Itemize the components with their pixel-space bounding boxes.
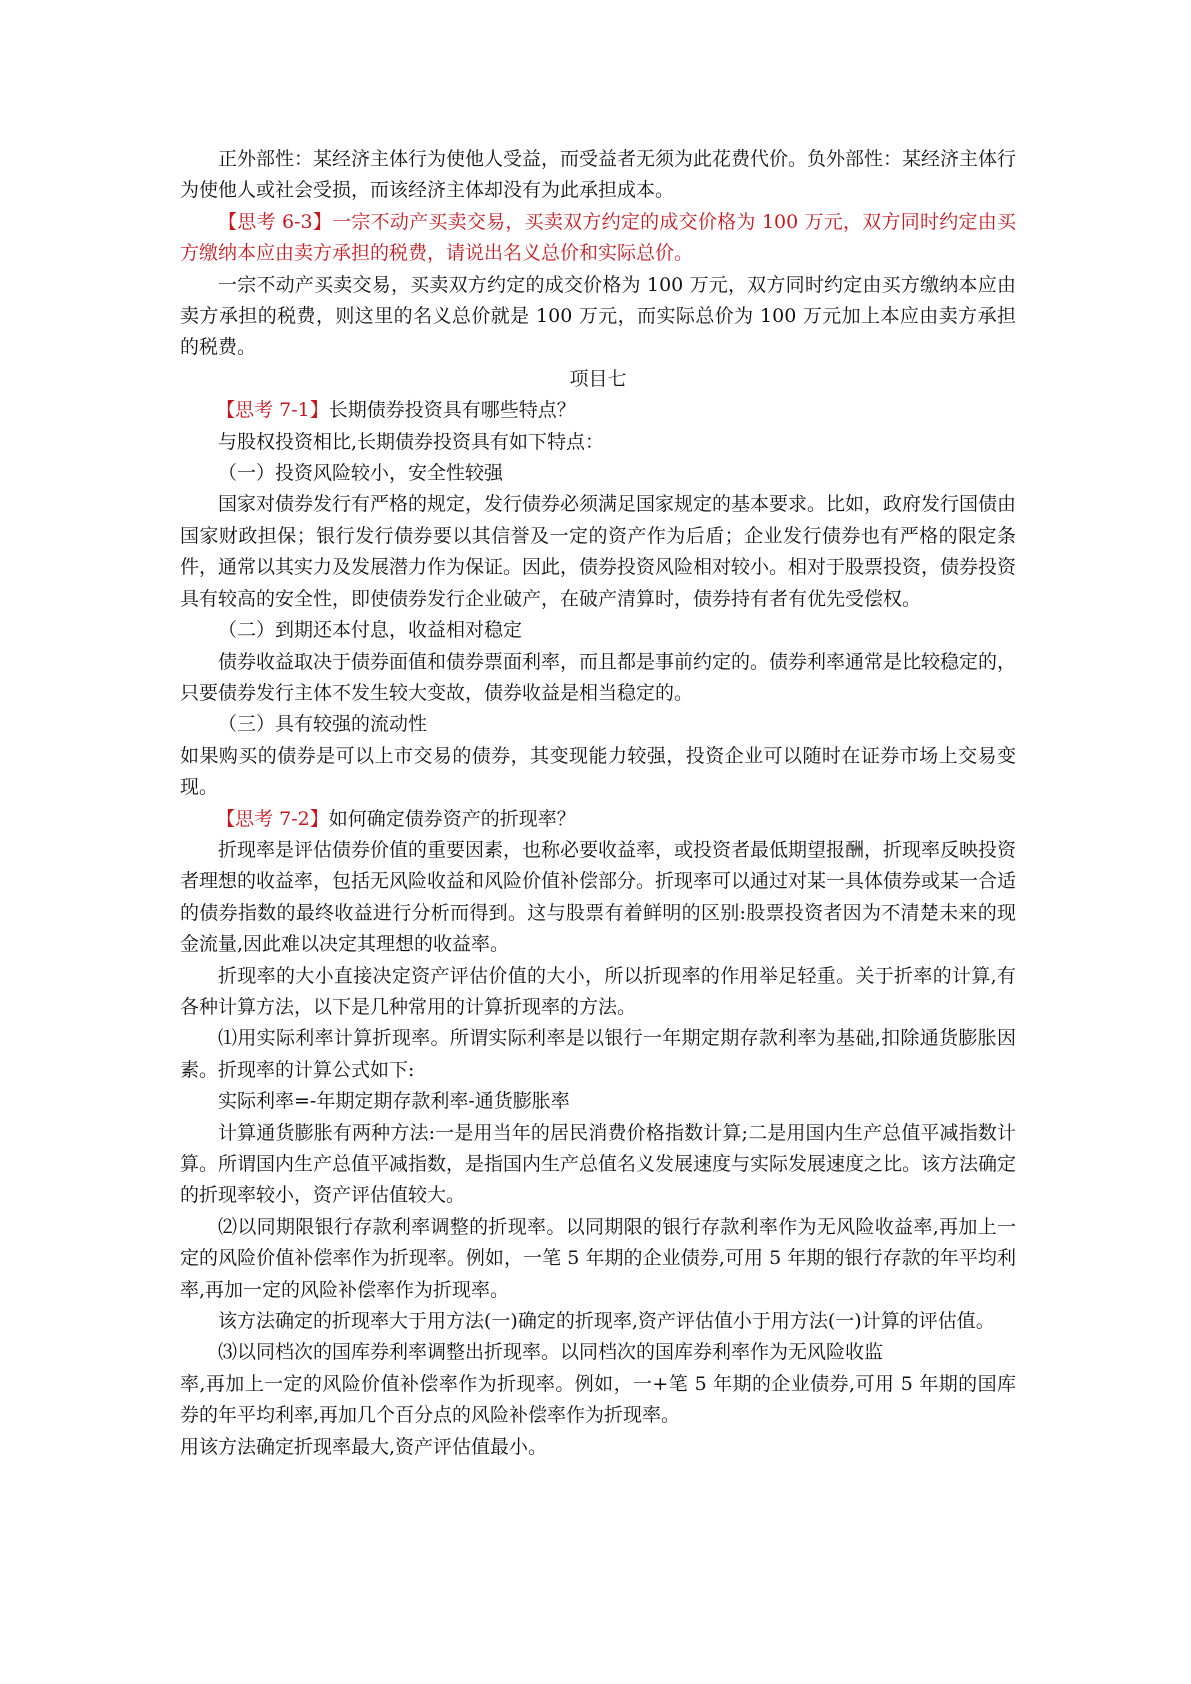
question-text: 长期债券投资具有哪些特点？ <box>328 399 576 422</box>
paragraph-intro-features: 与股权投资相比,长期债券投资具有如下特点： <box>218 430 605 453</box>
document-page <box>180 144 1016 1463</box>
question-text: 如何确定债券资产的折现率？ <box>328 807 576 830</box>
question-6-3: 【思考 6-3】一宗不动产买卖交易，买卖双方约定的成交价格为 100 万元，双方同时约定由买方缴纳本应由卖方承担的税费，请说出名义总价和实际总价。 <box>180 210 1016 265</box>
paragraph-method-3-start: ⑶以同档次的国库券利率调整出折现率。以同档次的国库券利率作为无风险收监 <box>218 1341 884 1364</box>
paragraph-method-2-comparison: 该方法确定的折现率大于用方法(一)确定的折现率,资产评估值小于用方法(一)计算的评估值。 <box>218 1310 995 1333</box>
paragraph-externality: 正外部性：某经济主体行为使他人受益，而受益者无须为此花费代价。负外部性：某经济主体行为使他人或社会受损，而该经济主体却没有为此承担成本。 <box>180 148 1017 202</box>
paragraph-stable-income: 债券收益取决于债券面值和债券票面利率，而且都是事前约定的。债券利率通常是比较稳定的，只要债券发行主体不发生较大变故，债券收益是相当稳定的。 <box>180 650 1017 704</box>
paragraph-method-1: ⑴用实际利率计算折现率。所谓实际利率是以银行一年期定期存款利率为基础,扣除通货膨胀因素。折现率的计算公式如下: <box>180 1027 1016 1081</box>
question-tag: 【思考 7-1】 <box>216 399 329 422</box>
paragraph-inflation-methods: 计算通货膨胀有两种方法:一是用当年的居民消费价格指数计算;二是用国内生产总值平减指数计算。所谓国内生产总值平减指数，是指国内生产总值名义发展速度与实际发展速度之比。该方法确定的折现率较小，资产评估值较大。 <box>180 1121 1017 1207</box>
paragraph-liquidity: 如果购买的债券是可以上市交易的债券，其变现能力较强，投资企业可以随时在证券市场上交易变现。 <box>180 744 1016 799</box>
subheading-liquidity: （三）具有较强的流动性 <box>218 713 428 736</box>
paragraph-discount-rate-importance: 折现率的大小直接决定资产评估价值的大小，所以折现率的作用举足轻重。关于折率的计算,有各种计算方法，以下是几种常用的计算折现率的方法。 <box>180 964 1016 1018</box>
paragraph-method-2: ⑵以同期限银行存款利率调整的折现率。以同期限的银行存款利率作为无风险收益率,再加上一定的风险价值补偿率作为折现率。例如，一笔 5 年期的企业债券,可用 5 年期的银行存款的年平均利率,再加一定的风险补偿率作为折现率。 <box>180 1215 1016 1301</box>
question-7-1 <box>180 395 1016 426</box>
paragraph-method-3-continued: 率,再加上一定的风险价值补偿率作为折现率。例如，一+笔 5 年期的企业债券,可用 5 年期的国库券的年平均利率,再加几个百分点的风险补偿率作为折现率。 <box>180 1372 1016 1427</box>
answer-6-3: 一宗不动产买卖交易，买卖双方约定的成交价格为 100 万元，双方同时约定由买方缴纳本应由卖方承担的税费，则这里的名义总价就是 100 万元，而实际总价为 100 万元加上本应由卖方承担的税费。 <box>180 273 1016 359</box>
paragraph-method-3-conclusion: 用该方法确定折现率最大,资产评估值最小。 <box>180 1435 548 1458</box>
subheading-low-risk: （一）投资风险较小，安全性较强 <box>218 462 504 485</box>
formula-real-rate: 实际利率=-年期定期存款利率-通货膨胀率 <box>218 1090 570 1113</box>
paragraph-low-risk: 国家对债券发行有严格的规定，发行债券必须满足国家规定的基本要求。比如，政府发行国债由国家财政担保；银行发行债券要以其信誉及一定的资产作为后盾；企业发行债券也有严格的限定条件，通常以其实力及发展潜力作为保证。因此，债券投资风险相对较小。相对于股票投资，债券投资具有较高的安全性，即使债券发行企业破产，在破产清算时，债券持有者有优先受偿权。 <box>180 493 1017 610</box>
question-7-2 <box>180 804 1016 835</box>
paragraph-discount-rate-definition: 折现率是评估债券价值的重要因素，也称必要收益率，或投资者最低期望报酬，折现率反映投资者理想的收益率，包括无风险收益和风险价值补偿部分。折现率可以通过对某一具体债券或某一合适的债券指数的最终收益进行分析而得到。这与股票有着鲜明的区别:股票投资者因为不清楚未来的现金流量,因此难以决定其理想的收益率。 <box>180 838 1017 956</box>
section-heading-project-7: 项目七 <box>569 367 627 390</box>
question-tag: 【思考 7-2】 <box>216 807 329 830</box>
subheading-stable-income: （二）到期还本付息，收益相对稳定 <box>218 619 523 642</box>
